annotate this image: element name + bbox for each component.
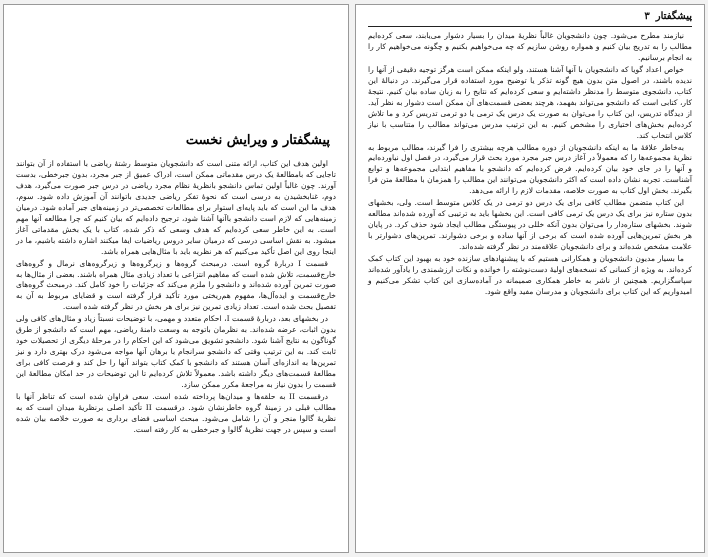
paragraph: ما بسیار مدیون دانشجویان و همکارانی هستیم که با پیشنهادهای سازنده خود به بهبود این کتاب کمک کرده‌اند. به ویژه از کسانی که نسخه‌های اولیهٔ دست‌نوشته را خوانده و نکات ارزشمندی را یادآور شده‌اند سپاسگزاریم. همچنین از ناشر به خاطر همکاری صمیمانه در آماده‌سازی این کتاب تشکر می‌کنیم و امیدواریم که این کتاب برای دانشجویان و مدرسان مفید واقع شود. bbox=[368, 254, 692, 296]
left-body-text bbox=[16, 159, 336, 437]
right-page bbox=[355, 4, 705, 553]
paragraph: قسمت I دربارهٔ گروه است. درمبحث گروه‌ها و زیرگروه‌ها و زیرگروه‌های نرمال و گروه‌های خارج‌قسمت، تلاش شده است که مفاهیم انتزاعی با تعداد زیادی مثال همراه باشند. بعضی از مثال‌ها به صورت تمرین آورده شده‌اند و دانشجو را ملزم می‌کند که جزئیات را خود کامل کند. درمبحث گروه‌های خارج‌قسمت و ایده‌آل‌ها، مفهوم هم‌ریختی مورد تأکید قرار گرفته است و قضایای مربوط به آن به تفصیل بحث شده است. تعداد زیادی تمرین نیز برای هر بخش در نظر گرفته شده است. bbox=[16, 258, 336, 312]
paragraph: نیازمند مطرح می‌شود. چون دانشجویان غالباً نظریهٔ میدان را بسیار دشوار می‌یابند، سعی کرده‌ایم مطالب را به تدریج بیان کنیم و همواره روشن سازیم که چه می‌خواهیم بکنیم و چگونه می‌خواهیم کار را به انجام برسانیم. bbox=[368, 31, 692, 62]
page-number: ۳ bbox=[644, 11, 650, 22]
paragraph: این کتاب متضمن مطالب کافی برای یک درس دو ترمی در یک کلاس متوسط است. ولی، بخشهای بدون ستاره نیز برای یک درس یک ترمی کافی است. این بخشها باید به ترتیبی که آورده شده‌اند مطالعه شوند. بخشهای ستاره‌دار را می‌توان بدون آنکه خللی در پیوستگی مطالب ایجاد شود حذف کرد. در پایان هر بخش تمرین‌هایی آورده شده است که برخی از آنها ساده و برخی دشوارند. تمرین‌های دشوارتر با علامت مشخص شده‌اند و برای دانشجویان علاقه‌مند در نظر گرفته شده‌اند. bbox=[368, 198, 692, 252]
right-body-text bbox=[368, 31, 692, 299]
paragraph: به‌خاطر علاقهٔ ما به اینکه دانشجویان از دوره مطالب هرچه بیشتری را فرا گیرند، مطالب مربوط به نظریهٔ مجموعه‌ها را که معمولاً در آغاز درس جبر مجرد مورد بحث قرار می‌گیرد، در فصل اول نیاورده‌ایم و آنها را در جای خود بیان کرده‌ایم. فرض کرده‌ایم که دانشجو با مفاهیم ابتدایی مجموعه‌ها و توابع آشناست. تجربه نشان داده است که اکثر دانشجویان می‌توانند این مطالب را همزمان با مطالعهٔ متن فرا بگیرند. بخش اول کتاب به صورت خلاصه، مقدمات لازم را ارائه می‌دهد. bbox=[368, 142, 692, 196]
chapter-title: پیشگفتار و ویرایش نخست bbox=[185, 133, 330, 148]
paragraph: اولین هدف این کتاب، ارائه متنی است که دانشجویان متوسط رشتهٔ ریاضی با استفاده از آن بتوانند تاجایی که بامطالعهٔ یک درس مقدماتی ممکن است، ادراک عمیق از جبر مجرد، بدون جبرخطی، بدست آورند. چون غالباً اولین تماس دانشجو بانظریهٔ نظام مجرد ریاضی در درس جبر صورت می‌گیرد، هدف دوم، غنابخشیدن به درسی است که نحوهٔ تفکر ریاضی جدیدی باتوانند آن آموزش داده شود. سوم، هدف ما این است که باید پایه‌ای استوار برای مطالعات تخصصی‌تر در زمینه‌های جبر آماده شود. درمیان زمینه‌هایی که لازم است دانشجو باآنها آشنا شود، ترجیح داده‌ایم که بیان کنیم که چرا مطالعه آنها مهم است. به این خاطر سعی کرده‌ایم که هدف وسعی که ذکر شده، کتاب با یک بخش مقدماتی آغاز میشود. به نقش اساسی درسی که درمیان سایر دروس ریاضیات ایفا میکنند اشاره داشته باشیم، ما در اینجا روی این اصل تأکید می‌کنیم که هر نظریه باید با مثال‌هایی همراه باشد. bbox=[16, 159, 336, 256]
left-page bbox=[3, 4, 349, 553]
paragraph: درقسمت II به حلقه‌ها و میدان‌ها پرداخته شده است. سعی فراوان شده است که تناظر آنها با مطالب قبلی در زمینهٔ گروه خاطرنشان شود. درقسمت II تأکید اصلی برنظریهٔ میدان است که به نظریهٔ گالوا منجر و آن را شامل می‌شود. مبحث اساسی فضای برداری به صورت خلاصه بیان شده است و سپس در جهت نظریهٔ گالوا و جبرخطی به کار رفته است. bbox=[16, 392, 336, 434]
paragraph: در بخشهای بعد، دربارهٔ قسمت I، احکام متعدد و مهمی، با توضیحات نسبتاً زیاد و مثال‌های کافی ولی بدون اثبات، عرضه شده‌اند. به نظرمان باتوجه به وسعت دامنهٔ ریاضی، مهم است که دانشجو از طرق گوناگون به نتایج آشنا شود. دانشجو تشویق می‌شود که این احکام را در مرحلهٔ دیگری از تحصیلات خود ثابت کند. به این ترتیب وقتی که دانشجو سرانجام با برهان آنها مواجه می‌شود درک بهتری دارد و نیز تمرین‌ها به اندازه‌ای آسان هستند که دانشجو با کمک کتاب بتواند آنها را حل کند و فرصت کافی برای مطالعهٔ قسمت‌های دیگر داشته باشد. معمولاً تلاش کرده‌ایم تا این توضیحات در حد امکان مطالعهٔ این قسمت را بدون نیاز به مراجعهٔ مکرر ممکن سازد. bbox=[16, 314, 336, 390]
running-head bbox=[368, 11, 692, 27]
running-head-title: پیشگفتار bbox=[655, 11, 692, 22]
paragraph: خواص اعداد گویا که دانشجویان با آنها آشنا هستند، ولو اینکه ممکن است هرگز توجیه دقیقی از آنها را ندیده باشند، در اصول متن بدون هیچ گونه تذکر یا توضیح مورد استفاده قرار می‌گیرند. در دنبالهٔ این کتاب، دانشجوی متوسط را مدنظر داشته‌ایم و سعی کرده‌ایم که نتایج را به زبان ساده بیان کنیم. نتیجهٔ کار، کتابی است که دانشجو می‌تواند بفهمد، هرچند بعضی قسمت‌های آن ممکن است دشوار به نظر آید. از دیدگاه تدریس، این کتاب را می‌توان به صورت یک درس یک ترمی یا دو ترمی تدریس کرد و ما تلاش کرده‌ایم بخش‌های اختیاری را مشخص کنیم. به این ترتیب مدرس می‌تواند مطالب را متناسب با نیاز کلاس انتخاب کند. bbox=[368, 64, 692, 140]
